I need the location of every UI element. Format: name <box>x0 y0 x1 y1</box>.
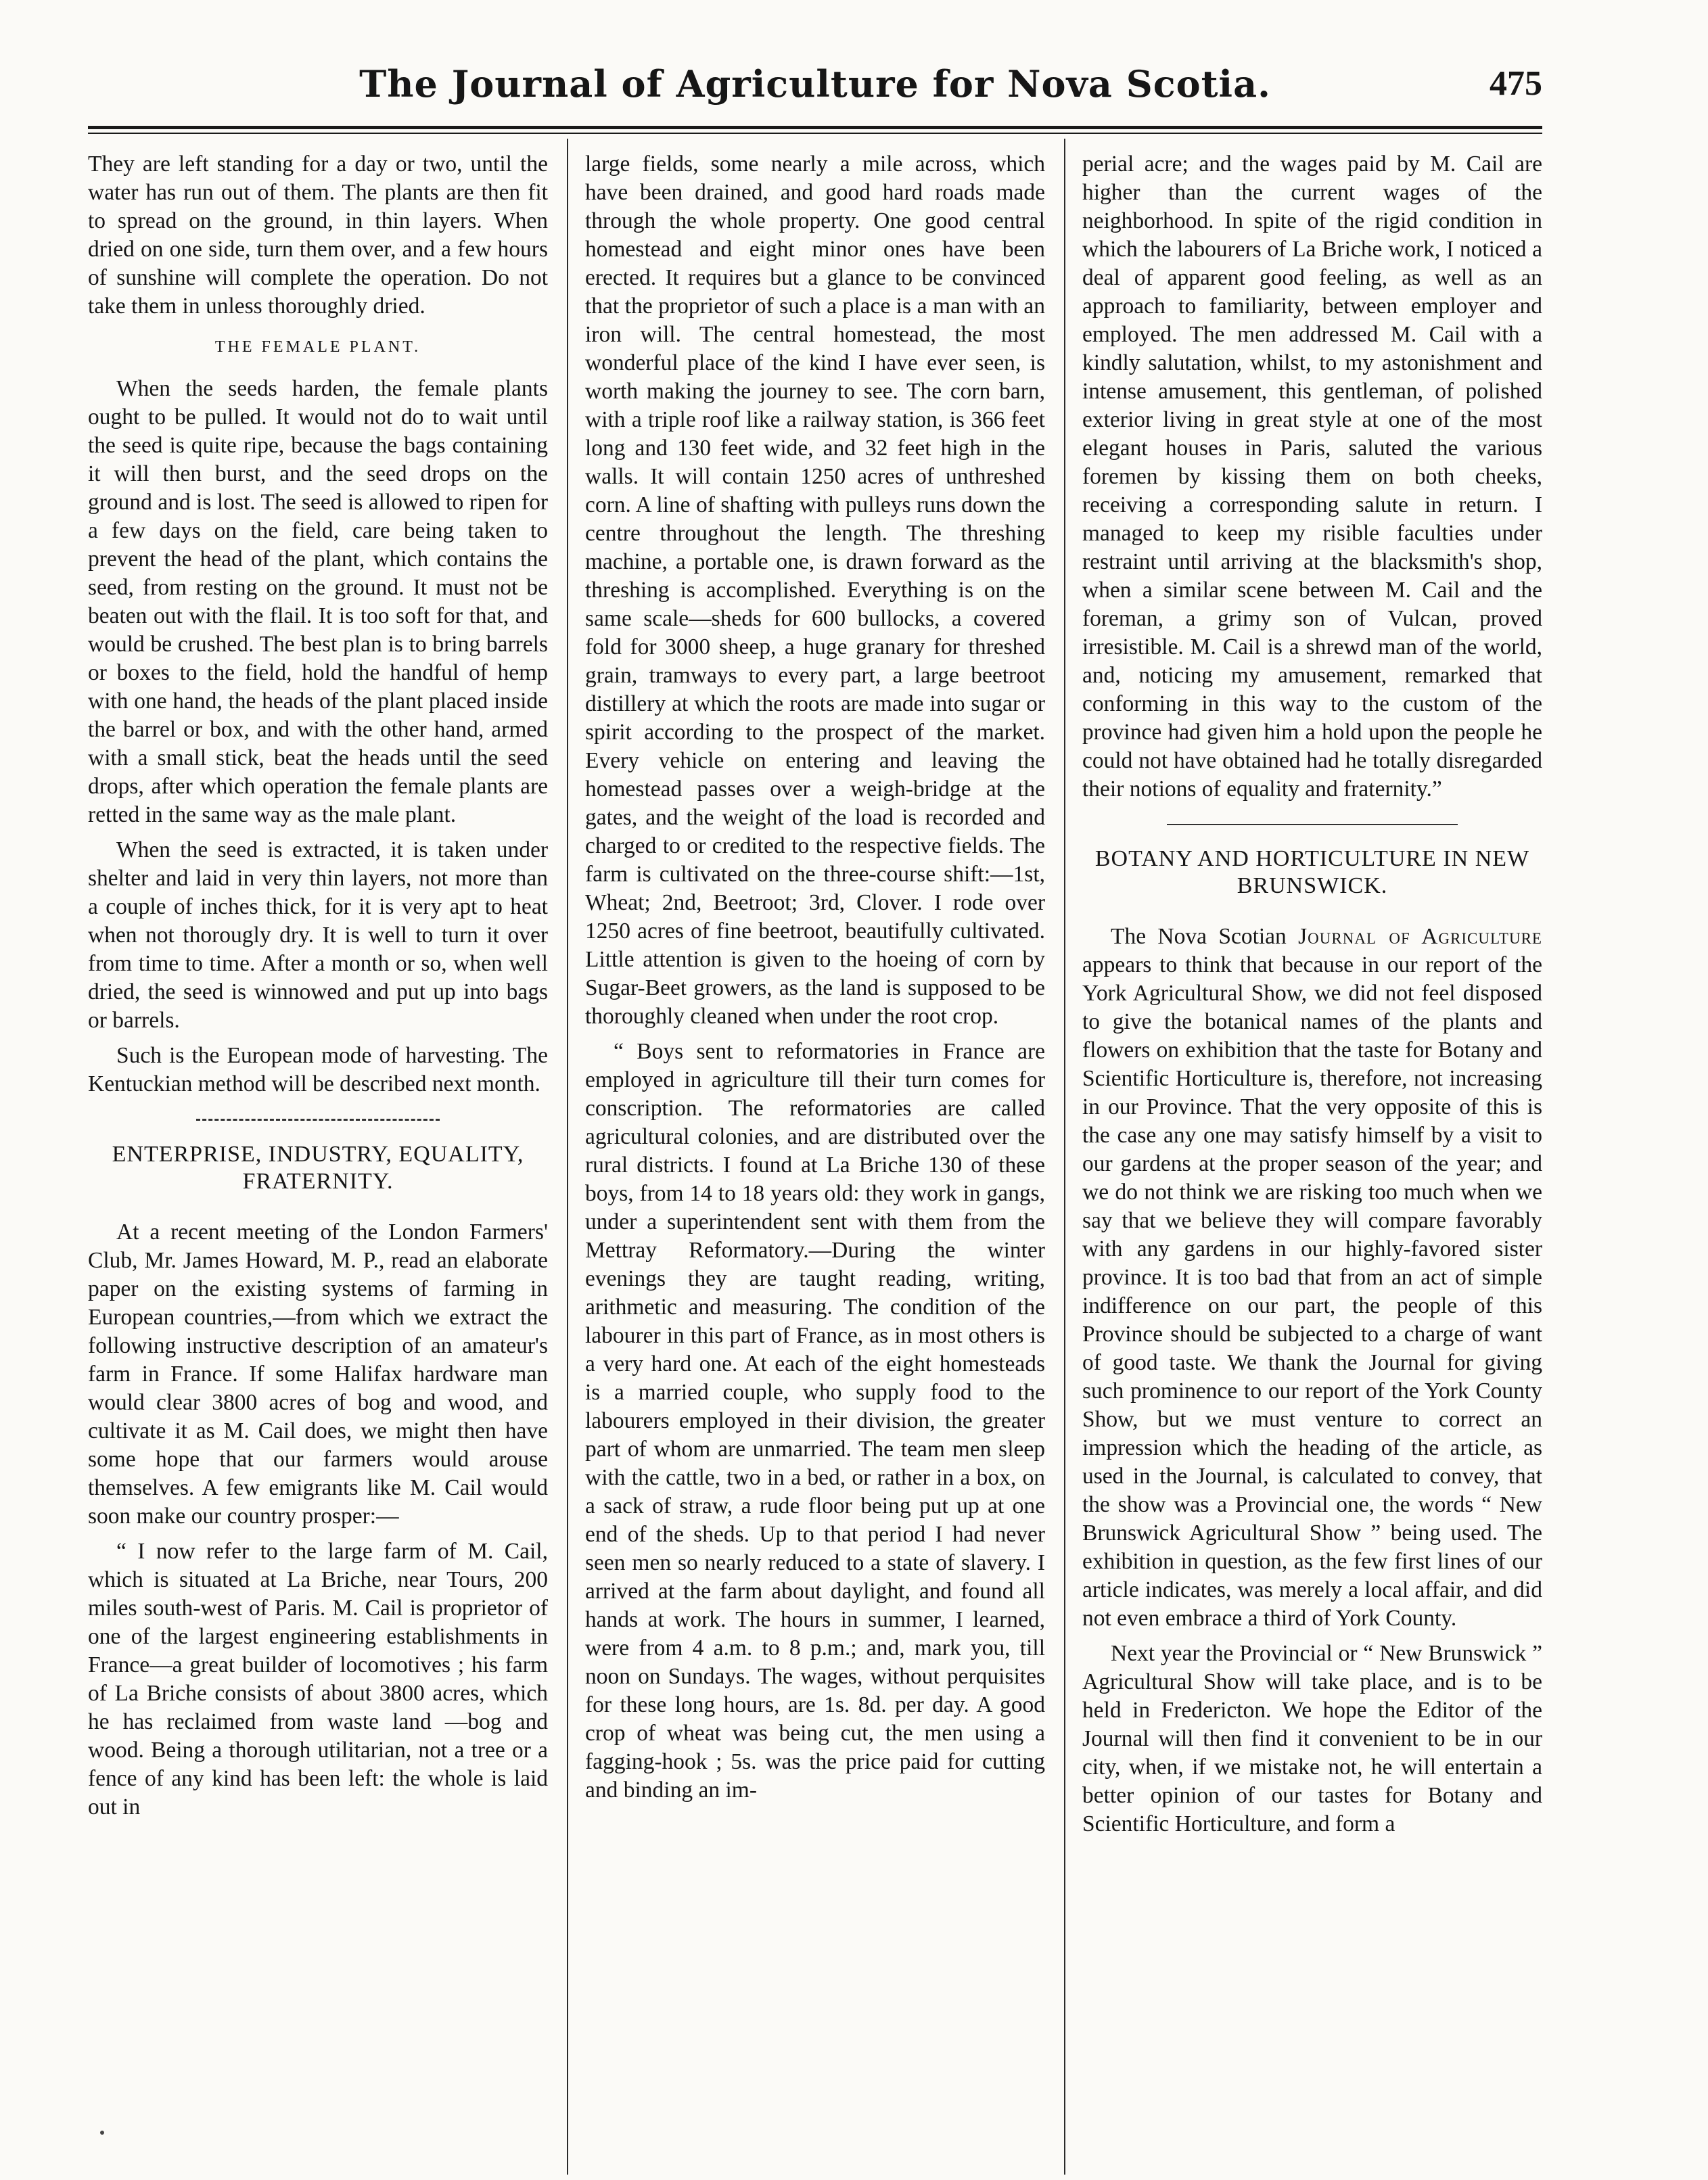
paragraph: When the seed is extracted, it is taken under shelter and laid in very thin layers, not more than a couple of inches thick, for it is very apt to heat when not thorougly dry. It is well to turn it over from time to time. After a month or so, when well dried, the seed is winnowed and put up into bags or barrels. <box>88 837 548 1033</box>
header-rule-thin <box>88 133 1542 134</box>
paragraph: perial acre; and the wages paid by M. Cail are higher than the current wages of the neighborhood. In spite of the rigid condition in which the labourers of La Briche work, I noticed a deal of apparent good feeling, as well as an approach to familiarity, between employer and employed. The men addressed M. Cail with a kindly salutation, whilst, to my astonishment and intense amusement, this gentleman, of polished exterior living in great style at one of the most elegant houses in Paris, saluted the various foremen by kissing them on both cheeks, receiving a corresponding salute in return. I managed to keep my risible faculties under restraint until arriving at the blacksmith's shop, when a similar scene between M. Cail and the foreman, a grimy son of Vulcan, proved irresistible. M. Cail is a shrewd man of the world, and, noticing my amusement, remarked that conforming in this way to the custom of the province had given him a hold upon the people he could not have obtained had he totally disregarded their notions of equality and fraternity.” <box>1082 152 1542 802</box>
section-separator <box>196 1119 440 1121</box>
paragraph: Such is the European mode of harvesting. The Kentuckian method will be described next month. <box>88 1043 548 1096</box>
article-heading: ENTERPRISE, INDUSTRY, EQUALITY, FRATERNITY. <box>112 1142 524 1194</box>
masthead <box>88 62 1542 116</box>
column-1 <box>88 150 548 2152</box>
page-number: 475 <box>1490 64 1542 103</box>
column-divider <box>567 139 568 2175</box>
article-heading: BOTANY AND HORTICULTURE IN NEW BRUNSWICK. <box>1094 846 1530 898</box>
column-2 <box>585 150 1045 2152</box>
header-rule-thick <box>88 126 1542 129</box>
column-divider <box>1064 139 1065 2175</box>
journal-name: Journal of Agriculture <box>1298 924 1542 949</box>
paragraph: They are left standing for a day or two, until the water has run out of them. The plants are then fit to spread on the ground, in thin layers. When dried on one side, turn them over, and a few hours of sunshine will complete the operation. Do not take them in unless thoroughly dried. <box>88 152 548 319</box>
paragraph: Next year the Provincial or “ New Brunswick ” Agricultural Show will take place, and is to be held in Fredericton. We hope the Editor of the Journal will then find it convenient to be in our city, when, if we mistake not, he will entertain a better opinion of our tastes for Botany and Scientific Horticulture, and form a <box>1082 1641 1542 1836</box>
paragraph: “ Boys sent to reformatories in France are employed in agriculture till their turn comes for conscription. The reformatories are called agricultural colonies, and are distributed over the rural districts. I found at La Briche 130 of these boys, from 14 to 18 years old: they work in gangs, under a superintendent sent with them from the Mettray Reformatory.—During the winter evenings they are taught reading, writing, arithmetic and measuring. The condition of the labourer in this part of France, as in most others is a very hard one. At each of the eight homesteads is a married couple, who supply food to the labourers employed in their division, the greater part of whom are unmarried. The team men sleep with the cattle, two in a bed, or rather in a box, on a sack of straw, a rude floor being put up at one end of the sheds. Up to that period I had never seen men so nearly reduced to a state of slavery. I arrived at the farm about daylight, and found all hands at work. The hours in summer, I learned, were from 4 a.m. to 8 p.m.; and, mark you, till noon on Sundays. The wages, without perquisites for these long hours, are 1s. 8d. per day. A good crop of wheat was being cut, the men using a fagging-hook ; 5s. was the price paid for cutting and binding an im- <box>585 1039 1045 1803</box>
paragraph: When the seeds harden, the female plants ought to be pulled. It would not do to wait until the seed is quite ripe, because the bags containing it will then burst, and the seed drops on the ground and is lost. The seed is allowed to ripen for a few days on the field, care being taken to prevent the head of the plant, which contains the seed, from resting on the ground. It must not be beaten out with the flail. It is too soft for that, and would be crushed. The best plan is to bring barrels or boxes to the field, hold the handful of hemp with one hand, the heads of the plant placed inside the barrel or box, and with the other hand, armed with a small stick, beat the heads until the seed drops, after which operation the female plants are retted in the same way as the male plant. <box>88 376 548 827</box>
text-run: appears to think that because in our report of the York Agricultural Show, we did not feel disposed to give the botanical names of the plants and flowers on exhibition that the taste for Botany and Scientific Horticulture is, therefore, not increasing in our Province. That the very opposite of this is the case any one may satisfy himself by a visit to our gardens at the proper season of the year; and we do not think we are risking too much when we say that we believe they will compare favorably with any gardens in our highly-favored sister province. It is too bad that from an act of simple indifference on our part, the people of this Province should be subjected to a charge of want of good taste. We thank the Journal for giving such prominence to our report of the York County Show, but we must venture to correct an impression which the heading of the article, as used in the Journal, is calculated to convey, that the show was a Provincial one, the words “ New Brunswick Agricultural Show ” being used. The exhibition in question, as the few first lines of our article indicates, was merely a local affair, and did not even embrace a third of York County. <box>1082 952 1542 1631</box>
paragraph: At a recent meeting of the London Farmers' Club, Mr. James Howard, M. P., read an elaborate paper on the existing systems of farming in European countries,—from which we extract the following instructive description of an amateur's farm in France. If some Halifax hardware man would clear 3800 acres of bog and wood, and cultivate it as M. Cail does, we might then have some hope that our farmers would arouse themselves. A few emigrants like M. Cail would soon make our country prosper:— <box>88 1220 548 1529</box>
paragraph: large fields, some nearly a mile across, which have been drained, and good hard roads made through the whole property. One good central homestead and eight minor ones have been erected. It requires but a glance to be convinced that the proprietor of such a place is a man with an iron will. The central homestead, the most wonderful place of the kind I have ever seen, is worth making the journey to see. The corn barn, with a triple roof like a railway station, is 366 feet long and 130 feet wide, and 32 feet high in the walls. It will contain 1250 acres of unthreshed corn. A line of shafting with pulleys runs down the centre throughout the length. The threshing machine, a portable one, is drawn forward as the threshing is accomplished. Everything is on the same scale—sheds for 600 bullocks, a covered fold for 3000 sheep, a huge granary for threshed grain, tramways to every part, a large beetroot distillery at which the roots are made into sugar or spirit according to the prospect of the market. Every vehicle on entering and leaving the homestead passes over a weigh-bridge at the gates, and the weight of the load is recorded and charged to or credited to the respective fields. The farm is cultivated on the three-course shift:—1st, Wheat; 2nd, Beetroot; 3rd, Clover. I rode over 1250 acres of fine beetroot, beautifully cultivated. Little attention is given to the hoeing of corn by Sugar-Beet growers, as the land is supposed to be thoroughly cleaned when under the root crop. <box>585 152 1045 1029</box>
paragraph <box>1082 923 1542 1633</box>
text-run: The Nova Scotian <box>1111 924 1299 949</box>
column-3 <box>1082 150 1542 2152</box>
section-subheading: THE FEMALE PLANT. <box>214 338 421 356</box>
section-separator <box>1167 824 1458 825</box>
paragraph: “ I now refer to the large farm of M. Cail, which is situated at La Briche, near Tours, 200 miles south-west of Paris. M. Cail is proprietor of one of the largest engineering establishments in France—a great builder of locomotives ; his farm of La Briche consists of about 3800 acres, which he has reclaimed from waste land —bog and wood. Being a thorough utilitarian, not a tree or a fence of any kind has been left: the whole is laid out in <box>88 1539 548 1819</box>
print-speck <box>100 2131 104 2135</box>
journal-title: The Journal of Agriculture for Nova Scotia. <box>359 62 1271 106</box>
